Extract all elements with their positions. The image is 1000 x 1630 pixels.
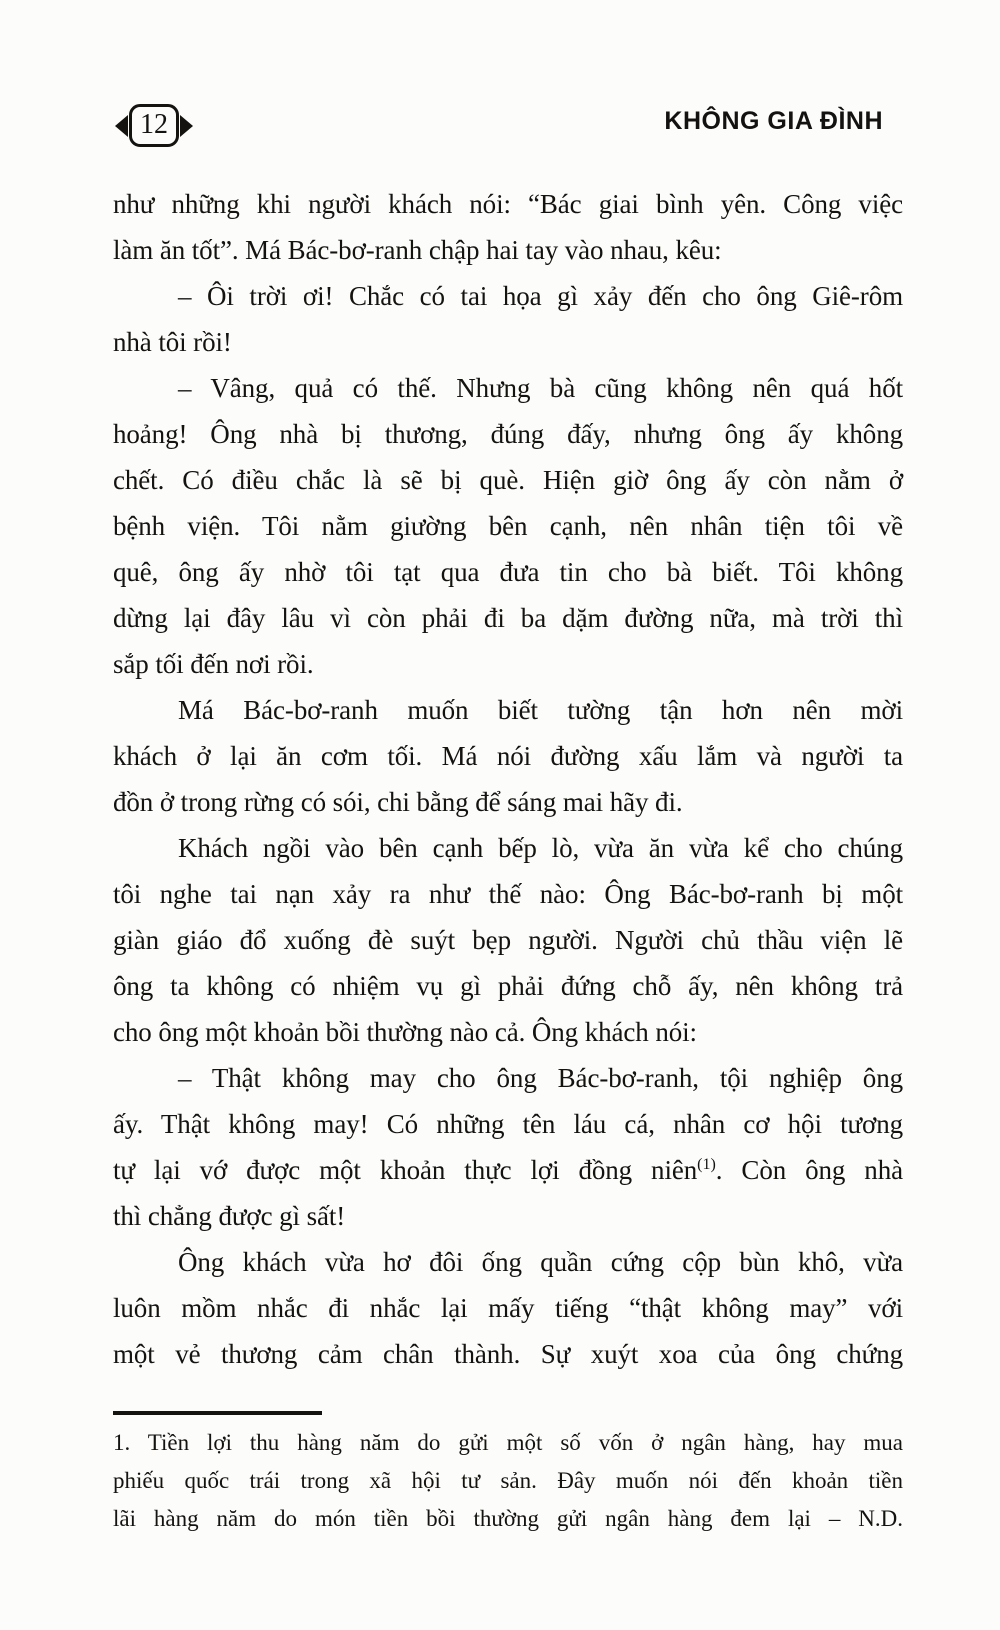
body-line: ông ta không có nhiệm vụ gì phải đứng chỗ ấy, nên không trả: [113, 971, 903, 1001]
footnote-line: 1. Tiền lợi thu hàng năm do gửi một số vốn ở ngân hàng, hay mua: [113, 1430, 903, 1455]
footnote-separator: [113, 1411, 322, 1415]
body-line: sắp tối đến nơi rồi.: [113, 649, 314, 679]
body-line: – Thật không may cho ông Bác-bơ-ranh, tội nghiệp ông: [178, 1063, 903, 1093]
body-line: Ông khách vừa hơ đôi ống quần cứng cộp bùn khô, vừa: [178, 1247, 903, 1277]
page-number-marker: [115, 104, 193, 147]
body-line: nhà tôi rồi!: [113, 327, 232, 357]
body-line: – Vâng, quả có thế. Nhưng bà cũng không nên quá hốt: [178, 373, 903, 403]
body-line: dừng lại đây lâu vì còn phải đi ba dặm đường nữa, mà trời thì: [113, 603, 903, 633]
body-line: tôi nghe tai nạn xảy ra như thế nào: Ông Bác-bơ-ranh bị một: [113, 879, 903, 909]
body-line: ấy. Thật không may! Có những tên láu cá, nhân cơ hội tương: [113, 1109, 903, 1139]
body-line: đồn ở trong rừng có sói, chi bằng để sáng mai hãy đi.: [113, 787, 683, 817]
body-line: tự lại vớ được một khoản thực lợi đồng niên$^{(1)}$. Còn ông nhà: [113, 1155, 903, 1185]
body-line: Má Bác-bơ-ranh muốn biết tường tận hơn nên mời: [178, 695, 903, 725]
body-line: – Ôi trời ơi! Chắc có tai họa gì xảy đến cho ông Giê-rôm: [178, 281, 903, 311]
right-arrow-icon: [180, 115, 193, 137]
body-line: cho ông một khoản bồi thường nào cả. Ông khách nói:: [113, 1017, 697, 1047]
body-line: Khách ngồi vào bên cạnh bếp lò, vừa ăn vừa kể cho chúng: [178, 833, 903, 863]
footnote-text: [113, 1424, 903, 1538]
body-line: luôn mồm nhắc đi nhắc lại mấy tiếng “thật không may” với: [113, 1293, 903, 1323]
body-line: chết. Có điều chắc là sẽ bị què. Hiện giờ ông ấy còn nằm ở: [113, 465, 903, 495]
body-line: quê, ông ấy nhờ tôi tạt qua đưa tin cho bà biết. Tôi không: [113, 557, 903, 587]
left-arrow-icon: [115, 115, 128, 137]
body-line: hoảng! Ông nhà bị thương, đúng đấy, nhưng ông ấy không: [113, 419, 903, 449]
body-line: giàn giáo đổ xuống đè suýt bẹp người. Người chủ thầu viện lẽ: [113, 925, 903, 955]
body-line: như những khi người khách nói: “Bác giai bình yên. Công việc: [113, 189, 903, 219]
footnote-line: phiếu quốc trái trong xã hội tư sản. Đây muốn nói đến khoản tiền: [113, 1468, 903, 1493]
body-text: [113, 181, 903, 1377]
body-line: một vẻ thương cảm chân thành. Sự xuýt xoa của ông chứng: [113, 1339, 903, 1369]
body-line: làm ăn tốt”. Má Bác-bơ-ranh chập hai tay vào nhau, kêu:: [113, 235, 722, 265]
page-number: 12: [129, 104, 179, 147]
body-line: bệnh viện. Tôi nằm giường bên cạnh, nên nhân tiện tôi về: [113, 511, 903, 541]
body-line: thì chẳng được gì sất!: [113, 1201, 346, 1231]
body-line: khách ở lại ăn cơm tối. Má nói đường xấu lắm và người ta: [113, 741, 903, 771]
footnote-reference: (1): [697, 1156, 716, 1173]
book-title-header: KHÔNG GIA ĐÌNH: [664, 107, 883, 135]
footnote-line: lãi hàng năm do món tiền bồi thường gửi ngân hàng đem lại – N.D.: [113, 1506, 903, 1531]
